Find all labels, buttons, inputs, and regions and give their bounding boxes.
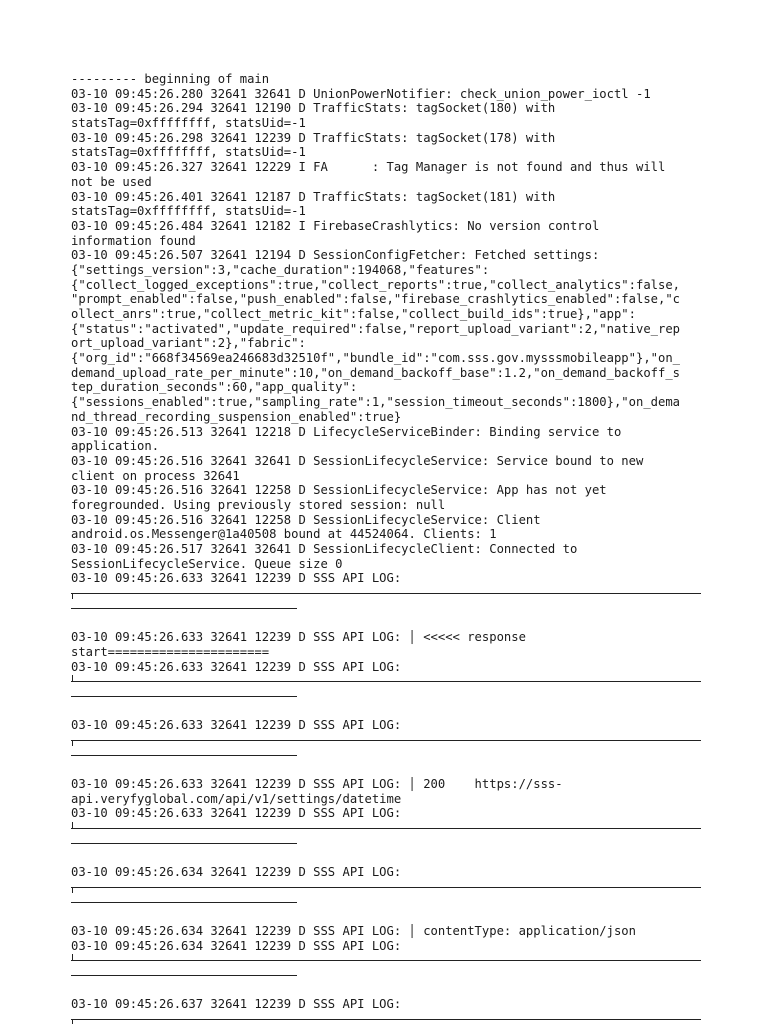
log-line: 03-10 09:45:26.517 32641 32641 D SessionLifecycleClient: Connected to: [71, 542, 578, 556]
api-log-box-bottom-rule-tail: [71, 836, 701, 851]
log-line: 03-10 09:45:26.401 32641 12187 D TrafficStats: tagSocket(181) with: [71, 189, 556, 204]
log-line: 03-10 09:45:26.513 32641 12218 D LifecycleServiceBinder: Binding service to: [71, 424, 622, 439]
log-line: SessionLifecycleService. Queue size 0: [71, 556, 343, 571]
api-log-body-line: api.veryfyglobal.com/api/v1/settings/datetime: [71, 791, 402, 806]
api-log-spacer: [71, 909, 701, 924]
api-log-close-line: 03-10 09:45:26.634 32641 12239 D SSS API LOG:: [71, 938, 402, 953]
log-line: {"org_id":"668f34569ea246683d32510f","bundle_id":"com.sss.gov.mysssmobileapp"},"on_: [71, 351, 681, 366]
api-log-box-top-rule-tail: [71, 748, 701, 763]
logcat-output: [71, 72, 701, 1024]
api-log-box-top-rule-tail: [71, 601, 701, 616]
api-log-blocks: [71, 571, 701, 997]
log-line: {"sessions_enabled":true,"sampling_rate":1,"session_timeout_seconds":1800},"on_dema: [71, 395, 681, 410]
log-line: 03-10 09:45:26.280 32641 32641 D UnionPowerNotifier: check_union_power_ioctl -1: [71, 86, 651, 101]
log-line: 03-10 09:45:26.298 32641 12239 D TrafficStats: tagSocket(178) with: [71, 130, 556, 145]
log-line: foregrounded. Using previously stored session: null: [71, 497, 446, 512]
log-lines: [71, 87, 701, 572]
log-line: client on process 32641: [71, 468, 240, 483]
api-log-spacer: [71, 983, 701, 998]
api-log-final-line: 03-10 09:45:26.637 32641 12239 D SSS API LOG:: [71, 997, 402, 1012]
log-line: information found: [71, 233, 196, 248]
log-line: 03-10 09:45:26.516 32641 32641 D SessionLifecycleService: Service bound to new: [71, 453, 644, 468]
log-line: nd_thread_recording_suspension_enabled":true}: [71, 409, 402, 424]
api-log-close-line: 03-10 09:45:26.633 32641 12239 D SSS API LOG:: [71, 806, 402, 821]
log-line: {"settings_version":3,"cache_duration":194068,"features":: [71, 262, 490, 277]
log-line: 03-10 09:45:26.484 32641 12182 I FirebaseCrashlytics: No version control: [71, 218, 600, 233]
log-line: 03-10 09:45:26.327 32641 12229 I FA : Tag Manager is not found and thus will: [71, 160, 666, 175]
api-log-close-line: 03-10 09:45:26.633 32641 12239 D SSS API LOG:: [71, 659, 402, 674]
log-line: statsTag=0xffffffff, statsUid=-1: [71, 145, 306, 160]
api-log-box-bottom-rule: [71, 821, 701, 836]
api-log-box-top-rule: [71, 586, 701, 601]
api-log-open-line: 03-10 09:45:26.634 32641 12239 D SSS API LOG:: [71, 865, 402, 880]
log-line: ort_upload_variant":2},"fabric":: [71, 336, 306, 351]
api-log-spacer: [71, 704, 701, 719]
log-line: application.: [71, 439, 160, 454]
log-header: --------- beginning of main: [71, 72, 270, 86]
api-log-box-top-rule: [71, 733, 701, 748]
log-line: 03-10 09:45:26.516 32641 12258 D SessionLifecycleService: App has not yet: [71, 483, 607, 498]
log-line: {"collect_logged_exceptions":true,"collect_reports":true,"collect_analytics":false,: [71, 277, 681, 292]
api-log-body-line: start======================: [71, 644, 270, 659]
api-log-box-top-rule: [71, 880, 701, 895]
log-line: 03-10 09:45:26.516 32641 12258 D SessionLifecycleService: Client: [71, 512, 541, 527]
log-line: demand_upload_rate_per_minute":10,"on_demand_backoff_base":1.2,"on_demand_backoff_s: [71, 365, 681, 380]
log-line: ollect_anrs":true,"collect_metric_kit":false,"collect_build_ids":true},"app":: [71, 307, 636, 321]
log-line: android.os.Messenger@1a40508 bound at 44524064. Clients: 1: [71, 527, 497, 542]
api-log-box-bottom-rule: [71, 953, 701, 968]
log-line: not be used: [71, 174, 152, 189]
api-log-body-line: 03-10 09:45:26.633 32641 12239 D SSS API LOG: │ <<<<< response: [71, 630, 526, 645]
log-line: statsTag=0xffffffff, statsUid=-1: [71, 116, 306, 131]
api-log-spacer: [71, 615, 701, 630]
log-line: tep_duration_seconds":60,"app_quality":: [71, 380, 358, 395]
api-log-spacer: [71, 850, 701, 865]
api-log-body-line: 03-10 09:45:26.633 32641 12239 D SSS API LOG: │ 200 https://sss-: [71, 777, 563, 791]
api-log-box-top-rule: [71, 1012, 701, 1024]
api-log-open-line: 03-10 09:45:26.633 32641 12239 D SSS API LOG:: [71, 571, 402, 586]
api-log-box-top-rule-tail: [71, 895, 701, 910]
api-log-spacer: [71, 762, 701, 777]
api-log-body-line: 03-10 09:45:26.634 32641 12239 D SSS API LOG: │ contentType: application/json: [71, 923, 636, 938]
log-line: "prompt_enabled":false,"push_enabled":false,"firebase_crashlytics_enabled":false,"c: [71, 292, 681, 307]
log-line: 03-10 09:45:26.294 32641 12190 D TrafficStats: tagSocket(180) with: [71, 101, 556, 116]
log-line: {"status":"activated","update_required":false,"report_upload_variant":2,"native_rep: [71, 321, 681, 336]
log-line: statsTag=0xffffffff, statsUid=-1: [71, 204, 306, 219]
api-log-box-bottom-rule: [71, 674, 701, 689]
api-log-box-bottom-rule-tail: [71, 689, 701, 704]
api-log-open-line: 03-10 09:45:26.633 32641 12239 D SSS API LOG:: [71, 718, 402, 733]
api-log-box-bottom-rule-tail: [71, 968, 701, 983]
log-line: 03-10 09:45:26.507 32641 12194 D SessionConfigFetcher: Fetched settings:: [71, 248, 600, 263]
